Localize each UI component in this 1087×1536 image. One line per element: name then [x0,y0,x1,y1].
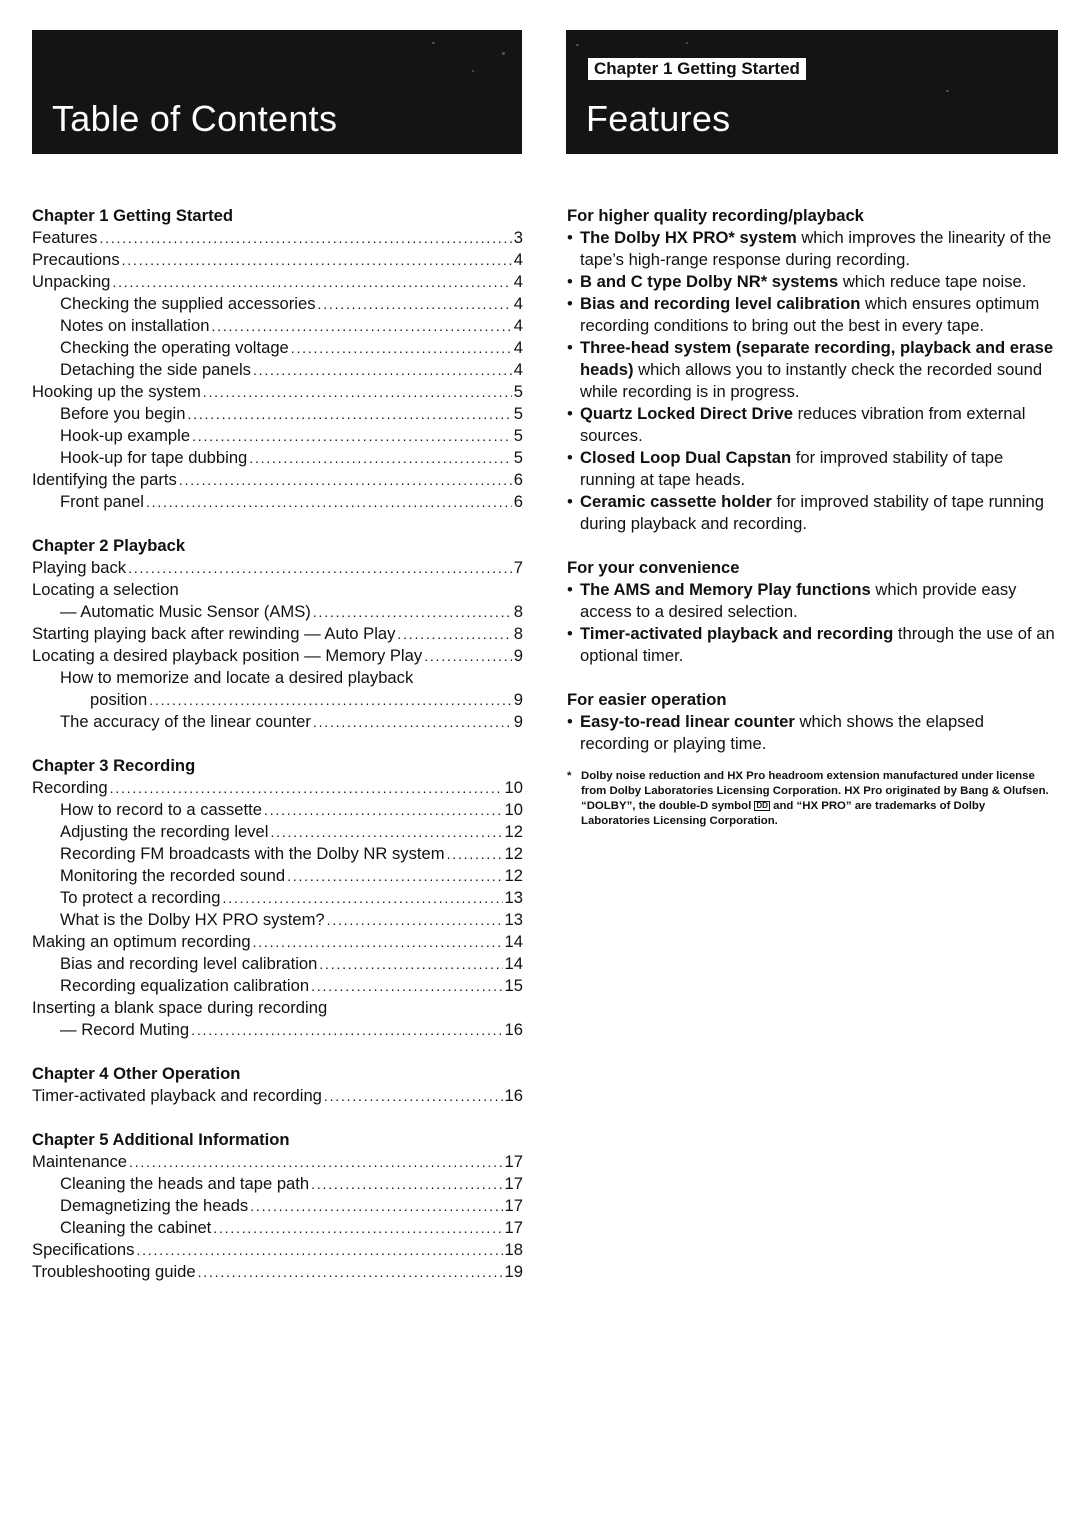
toc-entry[interactable]: Adjusting the recording level ..... 12 [32,821,523,843]
feature-item: • Three-head system (separate recording, playback and erase heads) which allows you to instantly check the recorded sound while recording is in progress. [567,337,1057,403]
toc-entry[interactable]: Recording equalization calibration ..... 15 [32,975,523,997]
toc-entry[interactable]: How to record to a cassette ..... 10 [32,799,523,821]
toc-entry[interactable]: Checking the operating voltage ..... 4 [32,337,523,359]
toc-chapter-heading: Chapter 5 Additional Information [32,1130,290,1149]
toc-entry[interactable]: Making an optimum recording ..... 14 [32,931,523,953]
dolby-double-d-icon: DD [756,801,768,810]
toc-banner [32,30,522,154]
feature-item: • The AMS and Memory Play functions which provide easy access to a desired selection. [567,579,1057,623]
toc-chapter-heading: Chapter 2 Playback [32,536,186,555]
feature-item: • B and C type Dolby NR* systems which reduce tape noise. [567,271,1057,293]
toc-entry[interactable]: To protect a recording ..... 13 [32,887,523,909]
feature-item: • Ceramic cassette holder for improved stability of tape running during playback and recording. [567,491,1057,535]
footnote-asterisk: * [567,770,572,782]
toc-entry[interactable]: Playing back ..... 7 [32,557,523,579]
toc-entry[interactable]: Hook-up for tape dubbing ..... 5 [32,447,523,469]
toc-entry[interactable]: Locating a selection [32,580,179,599]
toc-entry[interactable]: The accuracy of the linear counter ..... 9 [32,711,523,733]
toc-entry[interactable]: Hooking up the system ..... 5 [32,381,523,403]
toc-entry[interactable]: — Record Muting ..... 16 [32,1019,523,1041]
toc-entry[interactable]: What is the Dolby HX PRO system? ..... 13 [32,909,523,931]
toc-entry[interactable]: How to memorize and locate a desired playback [60,668,414,687]
toc-entry[interactable]: Demagnetizing the heads ..... 17 [32,1195,523,1217]
toc-entry[interactable]: Timer-activated playback and recording ..... 16 [32,1085,523,1107]
toc-entry[interactable]: Maintenance ..... 17 [32,1151,523,1173]
feature-item: • Closed Loop Dual Capstan for improved stability of tape running at tape heads. [567,447,1057,491]
features-title: Features [586,98,731,139]
toc-entry[interactable]: Monitoring the recorded sound ..... 12 [32,865,523,887]
toc-entry[interactable]: Starting playing back after rewinding — Auto Play ..... 8 [32,623,523,645]
toc-entry[interactable]: Recording FM broadcasts with the Dolby NR system ..... 12 [32,843,523,865]
toc-entry[interactable]: Cleaning the cabinet ..... 17 [32,1217,523,1239]
toc-chapter-heading: Chapter 4 Other Operation [32,1064,241,1083]
toc-chapter-heading: Chapter 3 Recording [32,756,196,775]
toc-title: Table of Contents [52,98,338,139]
feature-item: • Bias and recording level calibration which ensures optimum recording conditions to bring out the best in every tape. [567,293,1057,337]
footnote-license: Dolby noise reduction and HX Pro headroom extension manufactured under license from Dolby Laboratories Licensing Corporation. HX Pro originated by Bang & Olufsen. [581,770,1049,797]
toc-entry[interactable]: Before you begin ..... 5 [32,403,523,425]
features-section-heading: For your convenience [567,558,740,577]
features-section-heading: For higher quality recording/playback [567,206,864,225]
features-section-heading: For easier operation [567,690,727,709]
toc-entry[interactable]: Front panel ..... 6 [32,491,523,513]
features-banner [566,30,1058,154]
toc-entry[interactable]: Identifying the parts ..... 6 [32,469,523,491]
feature-item: • Quartz Locked Direct Drive reduces vibration from external sources. [567,403,1057,447]
toc-entry[interactable]: Inserting a blank space during recording [32,998,328,1017]
toc-entry[interactable]: Detaching the side panels ..... 4 [32,359,523,381]
toc-entry[interactable]: Troubleshooting guide ..... 19 [32,1261,523,1283]
toc-entry[interactable]: Recording ..... 10 [32,777,523,799]
trademark-footnote [567,769,1057,829]
toc-entry[interactable]: Bias and recording level calibration ..... 14 [32,953,523,975]
toc-entry[interactable]: Specifications ..... 18 [32,1239,523,1261]
toc-entry[interactable]: — Automatic Music Sensor (AMS) ..... 8 [32,601,523,623]
toc-entry[interactable]: Locating a desired playback position — Memory Play ..... 9 [32,645,523,667]
chapter-tag: Chapter 1 Getting Started [588,58,806,80]
toc-entry[interactable]: Cleaning the heads and tape path ..... 17 [32,1173,523,1195]
toc-entry[interactable]: Unpacking ..... 4 [32,271,523,293]
toc-entry[interactable]: Features ..... 3 [32,227,523,249]
toc-entry[interactable]: Checking the supplied accessories ..... 4 [32,293,523,315]
footnote-trademarks: “DOLBY”, the double-D symbol DD and “HX PRO” are trademarks of Dolby Laboratories Licensing Corporation. [581,800,986,827]
toc-entry[interactable]: Hook-up example ..... 5 [32,425,523,447]
table-of-contents [32,205,523,1283]
toc-chapter-heading: Chapter 1 Getting Started [32,206,233,225]
toc-entry[interactable]: position ..... 9 [32,689,523,711]
feature-item: • Timer-activated playback and recording through the use of an optional timer. [567,623,1057,667]
feature-item: • The Dolby HX PRO* system which improves the linearity of the tape’s high-range response during recording. [567,227,1057,271]
feature-item: • Easy-to-read linear counter which shows the elapsed recording or playing time. [567,711,1057,755]
toc-entry[interactable]: Notes on installation ..... 4 [32,315,523,337]
toc-entry[interactable]: Precautions ..... 4 [32,249,523,271]
features-list [567,205,1057,829]
